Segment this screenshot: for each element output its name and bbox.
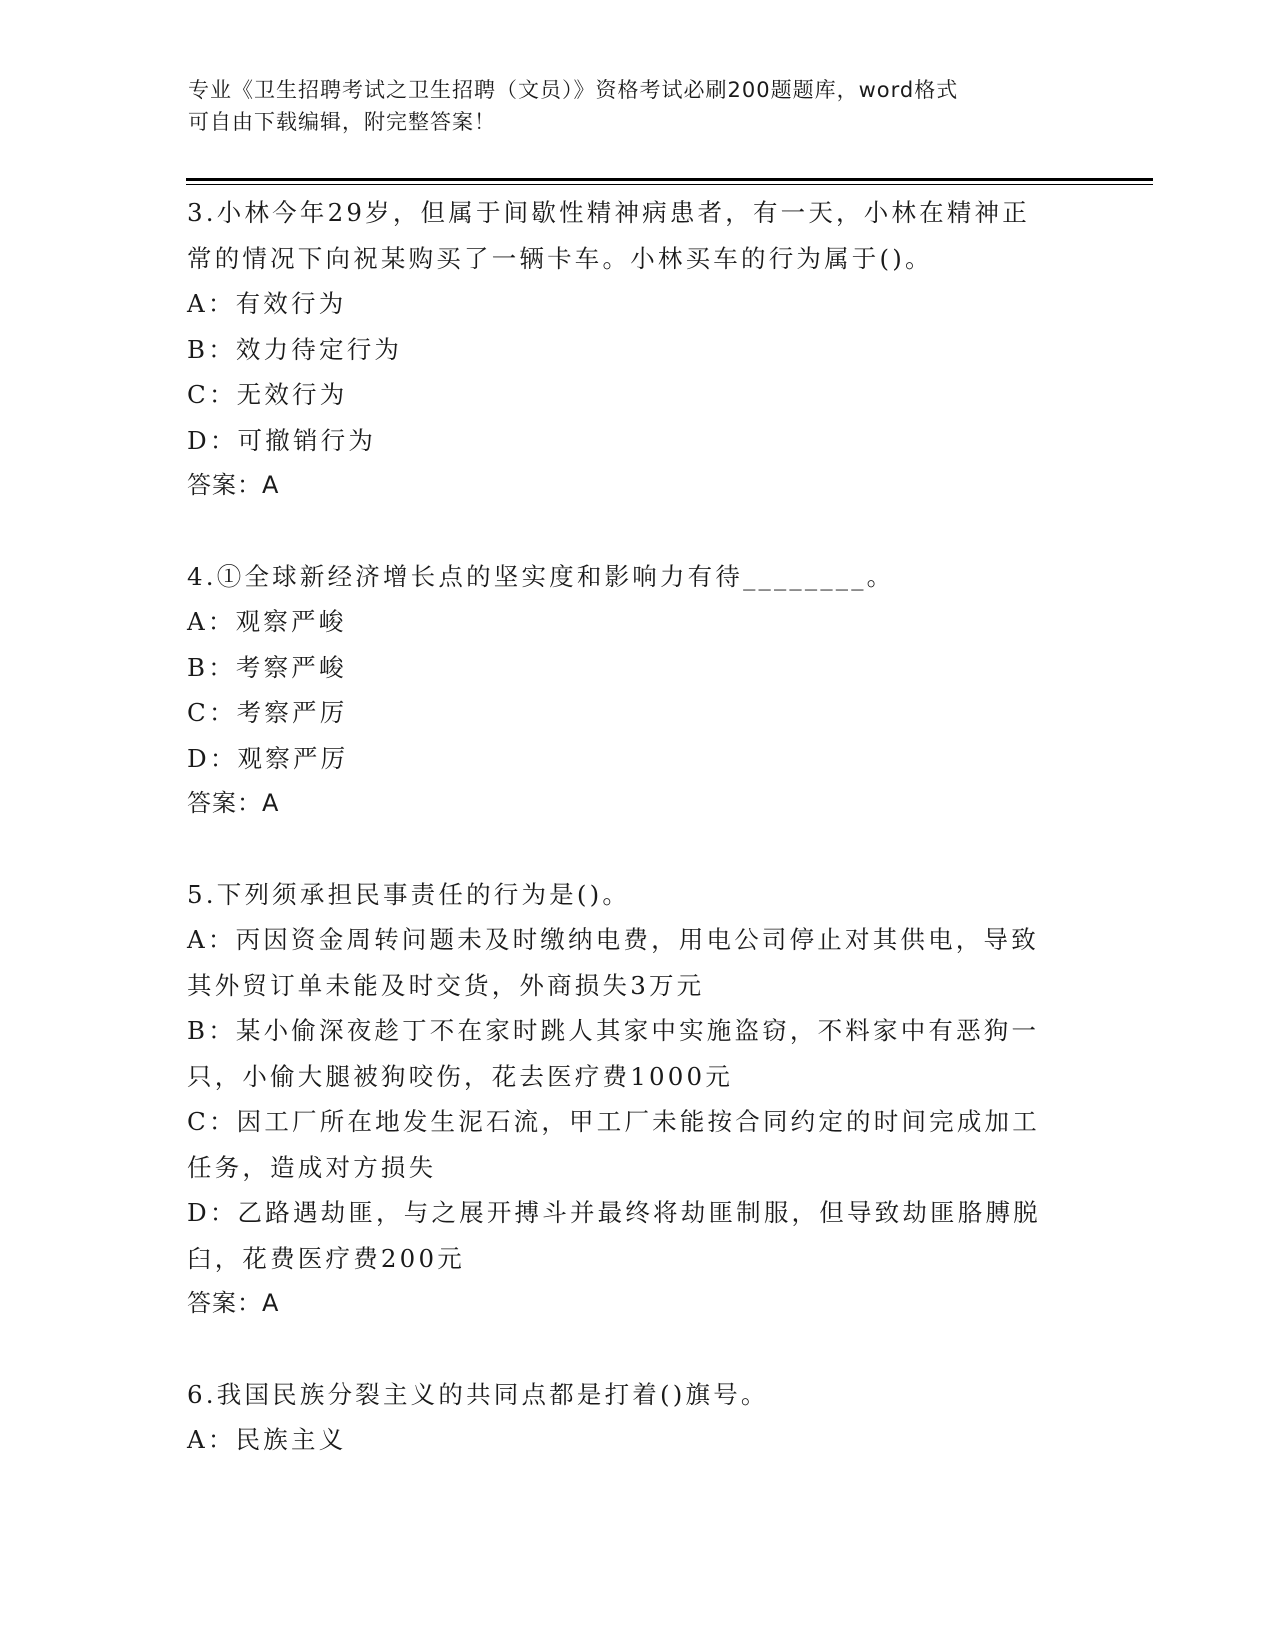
answer-line: 答案：A [187,1289,280,1317]
option-line: B：考察严峻 [187,652,347,682]
option-line: C：考察严厉 [187,698,348,727]
option-line: C：无效行为 [187,380,348,409]
option-line: 其外贸订单未能及时交货，外商损失3万元 [187,970,705,1000]
option-line: A：民族主义 [187,1425,347,1454]
option-line: D：可撤销行为 [187,425,377,455]
option-d [187,1190,1077,1281]
option-line: B：效力待定行为 [187,334,403,364]
question-5 [187,872,1077,1327]
option-line: A：观察严峻 [187,607,347,636]
option-d [187,736,1077,782]
option-a [187,281,1077,327]
option-line: C：因工厂所在地发生泥石流，甲工厂未能按合同约定的时间完成加工 [187,1107,1040,1136]
option-a [187,1417,1077,1463]
option-line: D：观察严厉 [187,743,349,773]
option-line: B：某小偷深夜趁丁不在家时跳人其家中实施盗窃，不料家中有恶狗一 [187,1016,1040,1045]
answer-line: 答案：A [187,471,280,499]
question-3 [187,190,1077,509]
question-stem-line: 常的情况下向祝某购买了一辆卡车。小林买车的行为属于()。 [187,243,933,273]
option-b [187,645,1077,691]
option-c [187,690,1077,736]
answer-line: 答案：A [187,789,280,817]
option-line: 任务，造成对方损失 [187,1152,437,1182]
question-list [187,190,1077,1508]
option-a [187,599,1077,645]
question-4 [187,554,1077,827]
option-d [187,418,1077,464]
option-c [187,372,1077,418]
option-b [187,1008,1077,1099]
document-header [188,74,1068,138]
question-stem-line: 5.下列须承担民事责任的行为是()。 [187,879,631,909]
header-line-1: 专业《卫生招聘考试之卫生招聘（文员）》资格考试必刷200题题库，word格式 [188,78,959,102]
question-6 [187,1372,1077,1463]
question-stem-line: 6.我国民族分裂主义的共同点都是打着()旗号。 [187,1379,769,1409]
header-rule-thick [186,178,1153,181]
option-line: D：乙路遇劫匪，与之展开搏斗并最终将劫匪制服，但导致劫匪胳膊脱 [187,1198,1041,1227]
option-line: A：有效行为 [187,289,347,318]
option-c [187,1099,1077,1190]
header-rule-thin [186,184,1153,185]
header-line-2: 可自由下载编辑，附完整答案！ [188,110,496,134]
option-line: 只，小偷大腿被狗咬伤，花去医疗费1000元 [187,1061,734,1091]
option-line: 臼，花费医疗费200元 [187,1243,465,1273]
option-a [187,917,1077,1008]
option-line: A：丙因资金周转问题未及时缴纳电费，用电公司停止对其供电，导致 [187,925,1039,954]
option-b [187,327,1077,373]
question-stem-line: 3.小林今年29岁，但属于间歇性精神病患者，有一天，小林在精神正 [187,198,1030,227]
question-stem-line: 4.①全球新经济增长点的坚实度和影响力有待________。 [187,561,895,591]
